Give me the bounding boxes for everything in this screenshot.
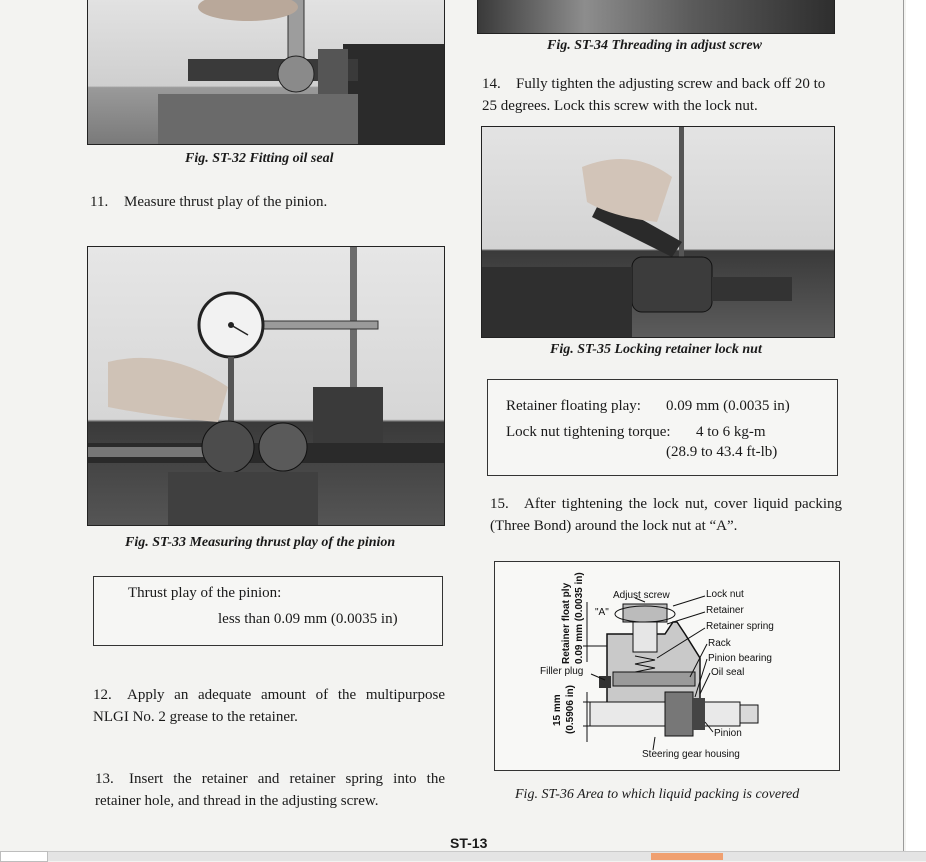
figure-st33-photo	[87, 246, 445, 526]
label-dim-line2: (0.5906 in)	[565, 685, 576, 734]
step-text: Apply an adequate amount of the multipurpose NLGI No. 2 grease to the retainer.	[93, 687, 445, 725]
figure-st35-caption: Fig. ST-35 Locking retainer lock nut	[550, 342, 762, 357]
viewer-scroll-indicator[interactable]	[651, 853, 723, 860]
thrust-spec-value: less than 0.09 mm (0.0035 in)	[218, 611, 398, 627]
figure-st34-photo	[477, 0, 835, 34]
page-edge	[903, 0, 904, 860]
label-float-play-line2: 0.09 mm (0.0035 in)	[574, 572, 585, 664]
label-lock-nut: Lock nut	[706, 589, 744, 600]
figure-st33-caption: Fig. ST-33 Measuring thrust play of the pinion	[125, 535, 396, 550]
step-text: Insert the retainer and retainer spring into the retainer hole, and thread in the adjusting screw.	[95, 771, 445, 809]
label-retainer: Retainer	[706, 605, 744, 616]
label-pinion: Pinion	[714, 728, 742, 739]
page-margin	[906, 0, 926, 860]
label-steering-gear-housing: Steering gear housing	[642, 749, 740, 760]
figure-st35-photo	[481, 126, 835, 338]
float-play-label: Retainer floating play:	[506, 398, 641, 414]
oil-seal-illustration	[88, 0, 444, 144]
lock-nut-illustration	[482, 127, 834, 337]
step-number: 14.	[482, 76, 501, 92]
step-number: 12.	[93, 687, 112, 703]
label-a-mark: "A"	[595, 607, 609, 618]
step-12	[93, 684, 445, 728]
figure-st32-caption: Fig. ST-32 Fitting oil seal	[185, 151, 334, 166]
step-text: Fully tighten the adjusting screw and back off 20 to 25 degrees. Lock this screw with the lock nut.	[482, 76, 826, 114]
step-15	[490, 493, 842, 537]
label-pinion-bearing: Pinion bearing	[708, 653, 772, 664]
step-14	[482, 73, 836, 117]
step-11	[90, 191, 440, 213]
torque-value: 4 to 6 kg-m	[696, 424, 766, 440]
thrust-spec-label: Thrust play of the pinion:	[128, 585, 282, 601]
label-rack: Rack	[708, 638, 731, 649]
viewer-page-field[interactable]	[0, 851, 48, 862]
step-number: 15.	[490, 496, 509, 512]
dial-gauge-illustration	[88, 247, 444, 525]
label-retainer-spring: Retainer spring	[706, 621, 774, 632]
step-13	[95, 768, 445, 812]
page-number: ST-13	[450, 835, 488, 851]
label-float-play-line1: Retainer float ply	[561, 582, 572, 664]
label-adjust-screw: Adjust screw	[613, 590, 670, 601]
figure-st36-diagram	[494, 561, 840, 771]
step-number: 11.	[90, 194, 109, 210]
label-filler-plug: Filler plug	[540, 666, 584, 677]
retainer-spec-box	[487, 379, 838, 476]
step-text: Measure thrust play of the pinion.	[124, 194, 328, 210]
figure-st34-caption: Fig. ST-34 Threading in adjust screw	[547, 38, 762, 53]
torque-label: Lock nut tightening torque:	[506, 424, 671, 440]
label-dim-line1: 15 mm	[552, 694, 563, 726]
figure-st32-photo	[87, 0, 445, 145]
figure-st36-caption: Fig. ST-36 Area to which liquid packing is covered	[515, 787, 800, 802]
label-oil-seal: Oil seal	[711, 667, 745, 678]
torque-value-imperial: (28.9 to 43.4 ft-lb)	[666, 444, 778, 460]
thrust-spec-box	[93, 576, 443, 646]
float-play-value: 0.09 mm (0.0035 in)	[666, 398, 790, 414]
step-number: 13.	[95, 771, 114, 787]
step-text: After tightening the lock nut, cover liquid packing (Three Bond) around the lock nut at “A”.	[490, 496, 842, 534]
